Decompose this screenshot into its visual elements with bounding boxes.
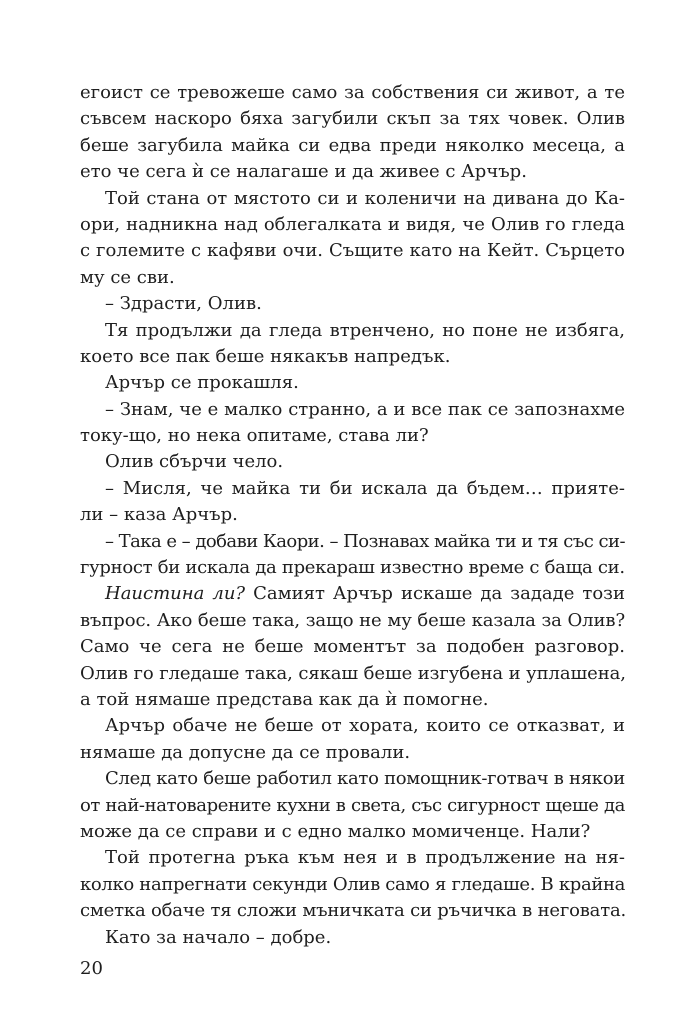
italic-text: Наистина ли? (105, 583, 246, 605)
text-line: може да се справи и с едно малко момиченце. Нали? (80, 820, 591, 842)
text-line (80, 581, 625, 607)
text-line: Арчър се прокашля. (105, 372, 299, 394)
text-line: колко напрегнати секунди Олив само я гледаше. В крайна (80, 873, 625, 895)
body-text (80, 80, 625, 951)
text-line: Тя продължи да гледа втренчено, но поне не избяга, (105, 319, 625, 341)
text-span: Самият Арчър искаше да зададе този (245, 583, 625, 605)
text-line: нямаше да допусне да се провали. (80, 741, 411, 763)
text-line: Като за начало – добре. (105, 926, 332, 948)
text-line: – Здрасти, Олив. (105, 293, 262, 315)
text-line: ето че сега ѝ се налагаше и да живее с Арчър. (80, 161, 527, 183)
text-line: беше загубила майка си едва преди няколко месеца, а (80, 134, 625, 156)
text-line: Само че сега не беше моментът за подобен разговор. (80, 636, 625, 658)
text-line: егоист се тревожеше само за собствения си живот, а те (80, 82, 625, 103)
text-line: – Мисля, че майка ти би искала да бъдем… прияте- (105, 477, 625, 499)
text-line: което все пак беше някакъв напредък. (80, 345, 451, 367)
text-line: съвсем наскоро бяха загубили скъп за тях човек. Олив (80, 108, 625, 130)
text-line: Той стана от мястото си и коленичи на дивана до Ка- (105, 187, 625, 209)
text-line: След като беше работил като помощник-готвач в някои (105, 768, 625, 790)
text-line: сметка обаче тя сложи мъничката си ръчичка в неговата. (80, 900, 627, 922)
text-line: Олив сбърчи чело. (105, 451, 284, 473)
text-line: въпрос. Ако беше така, защо не му беше казала за Олив? (80, 609, 625, 631)
text-line: му се сви. (80, 266, 175, 288)
text-line: а той нямаше представа как да ѝ помогне. (80, 688, 489, 710)
text-line: Той протегна ръка към нея и в продължение на ня- (105, 847, 625, 869)
text-line: Арчър обаче не беше от хората, които се отказват, и (105, 715, 625, 737)
page-number: 20 (80, 958, 103, 979)
text-line: Олив го гледаше така, сякаш беше изгубена и уплашена, (80, 662, 626, 684)
text-line: току-що, но нека опитаме, става ли? (80, 425, 429, 447)
text-line: гурност би искала да прекараш известно време с баща си. (80, 557, 625, 579)
text-line: ли – каза Арчър. (80, 504, 238, 526)
text-line: с големите с кафяви очи. Същите като на Кейт. Сърцето (80, 240, 625, 262)
text-line: – Така е – добави Каори. – Познавах майка ти и тя със си- (105, 530, 625, 552)
text-line: от най-натоварените кухни в света, със сигурност щеше да (80, 794, 625, 816)
text-line: – Знам, че е малко странно, а и все пак се запознахме (105, 398, 625, 420)
text-line: ори, надникна над облегалката и видя, че Олив го гледа (80, 213, 625, 235)
